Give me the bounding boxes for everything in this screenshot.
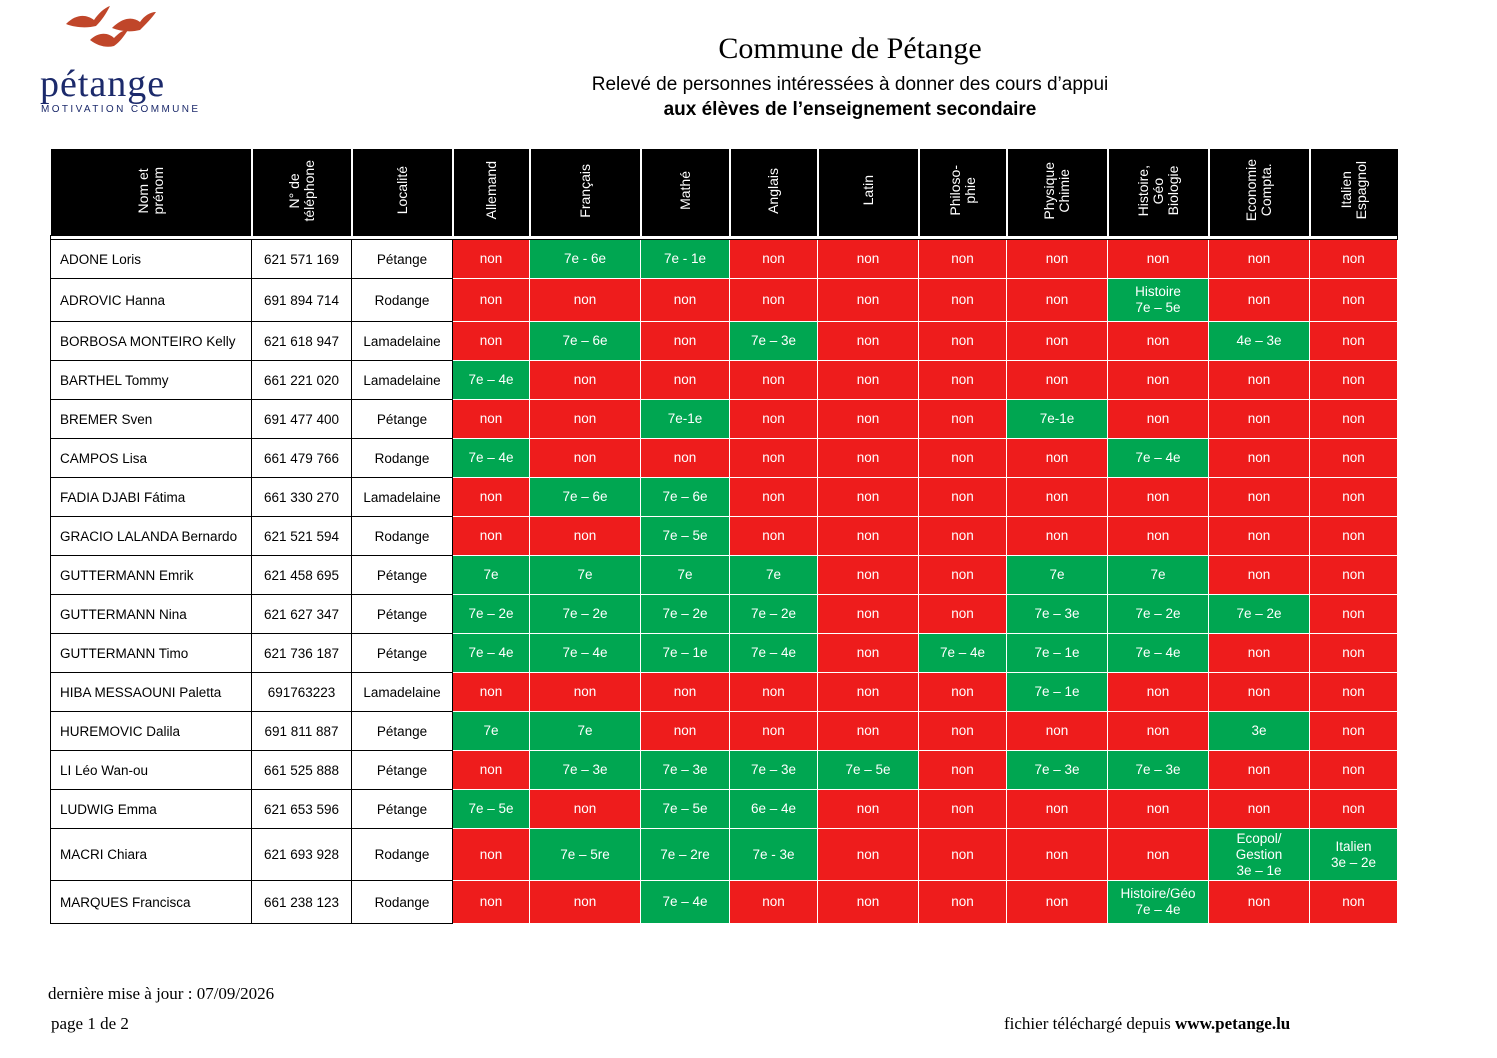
column-header-label: Mathé — [676, 171, 693, 210]
birds-icon — [60, 6, 170, 58]
subject-cell: non — [1007, 712, 1108, 751]
subject-cell: 7e – 2re — [641, 829, 730, 881]
subject-cell: non — [730, 517, 818, 556]
phone-cell: 691 894 714 — [252, 279, 352, 322]
subject-cell: 7e – 1e — [641, 634, 730, 673]
subject-cell: 4e – 3e — [1209, 322, 1310, 361]
subject-cell: non — [1108, 240, 1209, 279]
city-cell: Rodange — [352, 517, 453, 556]
subject-cell: non — [1209, 751, 1310, 790]
subject-cell: non — [1209, 361, 1310, 400]
column-header-label: Anglais — [765, 167, 781, 214]
subject-cell: non — [1007, 790, 1108, 829]
name-cell: GUTTERMANN Emrik — [51, 556, 252, 595]
subject-cell: 7e – 4e — [1108, 634, 1209, 673]
subject-cell: non — [1209, 240, 1310, 279]
phone-cell: 661 238 123 — [252, 881, 352, 924]
subject-cell: 7e – 5e — [818, 751, 919, 790]
subject-cell: 7e-1e — [641, 400, 730, 439]
subject-cell: non — [1209, 517, 1310, 556]
subject-cell: non — [641, 322, 730, 361]
subject-cell: non — [919, 400, 1007, 439]
city-cell: Pétange — [352, 240, 453, 279]
column-header-label: Histoire, Géo Biologie — [1134, 164, 1181, 217]
table-row — [51, 673, 1398, 712]
subject-cell: non — [530, 400, 641, 439]
subject-cell: non — [919, 712, 1007, 751]
subject-cell: non — [818, 240, 919, 279]
subject-cell: non — [1310, 712, 1398, 751]
name-cell: GRACIO LALANDA Bernardo — [51, 517, 252, 556]
column-header-label: Allemand — [482, 161, 499, 220]
subject-cell: non — [1007, 517, 1108, 556]
subject-cell: non — [818, 556, 919, 595]
subject-cell: Italien 3e – 2e — [1310, 829, 1398, 881]
name-cell: BORBOSA MONTEIRO Kelly — [51, 322, 252, 361]
name-cell: GUTTERMANN Timo — [51, 634, 252, 673]
column-header-label: Philoso- phie — [946, 165, 978, 216]
subject-cell: 7e – 2e — [641, 595, 730, 634]
subject-cell: non — [453, 478, 530, 517]
subject-cell: 7e - 1e — [641, 240, 730, 279]
name-cell: BARTHEL Tommy — [51, 361, 252, 400]
page-subtitle-bold: aux élèves de l’enseignement secondaire — [663, 99, 1037, 120]
table-row — [51, 829, 1398, 881]
subject-cell: non — [730, 279, 818, 322]
subject-cell: non — [919, 361, 1007, 400]
table-row — [51, 322, 1398, 361]
subject-cell: non — [919, 478, 1007, 517]
subject-cell: 7e – 6e — [641, 478, 730, 517]
subject-cell: non — [818, 673, 919, 712]
phone-cell: 661 479 766 — [252, 439, 352, 478]
table-row — [51, 517, 1398, 556]
logo-wordmark: pétange — [40, 63, 166, 105]
subject-cell: 7e – 2e — [530, 595, 641, 634]
subject-cell: non — [1310, 790, 1398, 829]
phone-cell: 621 618 947 — [252, 322, 352, 361]
subject-cell: non — [1209, 279, 1310, 322]
city-cell: Pétange — [352, 712, 453, 751]
subject-cell: 7e – 3e — [730, 751, 818, 790]
subject-cell: non — [919, 240, 1007, 279]
name-cell: BREMER Sven — [51, 400, 252, 439]
subject-cell: 7e – 1e — [1007, 634, 1108, 673]
subject-cell: non — [730, 400, 818, 439]
subject-cell: non — [1007, 439, 1108, 478]
subject-cell: non — [1209, 881, 1310, 924]
subject-cell: non — [1108, 400, 1209, 439]
subject-cell: non — [919, 595, 1007, 634]
table-row — [51, 751, 1398, 790]
column-header — [1007, 149, 1108, 236]
phone-cell: 621 571 169 — [252, 240, 352, 279]
subject-cell: non — [1108, 361, 1209, 400]
subject-cell: non — [530, 361, 641, 400]
column-header-label: Economie Compta. — [1243, 159, 1274, 222]
column-header — [51, 149, 252, 236]
subject-cell: non — [919, 556, 1007, 595]
subject-cell: 7e – 3e — [641, 751, 730, 790]
column-header — [352, 149, 453, 236]
subject-cell: non — [1209, 634, 1310, 673]
subject-cell: 7e – 2e — [453, 595, 530, 634]
page-title: Commune de Pétange — [718, 32, 982, 65]
subject-cell: non — [1108, 790, 1209, 829]
table-header-row — [51, 149, 1398, 236]
subject-cell: 7e-1e — [1007, 400, 1108, 439]
subject-cell: 7e - 3e — [730, 829, 818, 881]
subject-cell: non — [530, 517, 641, 556]
subject-cell: Histoire/Géo 7e – 4e — [1108, 881, 1209, 924]
subject-cell: non — [641, 361, 730, 400]
subject-cell: non — [919, 517, 1007, 556]
phone-cell: 661 221 020 — [252, 361, 352, 400]
column-header — [919, 149, 1007, 236]
subject-cell: 7e – 6e — [530, 322, 641, 361]
subject-cell: 7e – 5e — [641, 790, 730, 829]
column-header — [453, 149, 530, 236]
phone-cell: 621 653 596 — [252, 790, 352, 829]
subject-cell: non — [1108, 829, 1209, 881]
subject-cell: 7e – 4e — [730, 634, 818, 673]
subject-cell: non — [530, 790, 641, 829]
subject-cell: non — [641, 439, 730, 478]
subject-cell: non — [1108, 712, 1209, 751]
subject-cell: 7e – 3e — [530, 751, 641, 790]
subject-cell: non — [453, 400, 530, 439]
subject-cell: non — [1007, 322, 1108, 361]
subject-cell: non — [453, 279, 530, 322]
column-header — [1310, 149, 1398, 236]
city-cell: Pétange — [352, 595, 453, 634]
subject-cell: non — [1007, 829, 1108, 881]
city-cell: Rodange — [352, 439, 453, 478]
subject-cell: non — [641, 279, 730, 322]
column-header-label: Nom et prénom — [134, 166, 166, 215]
subject-cell: non — [530, 673, 641, 712]
subject-cell: 7e – 4e — [530, 634, 641, 673]
column-header-label: Français — [576, 163, 593, 218]
subject-cell: 7e – 6e — [530, 478, 641, 517]
subject-cell: non — [818, 478, 919, 517]
subject-cell: 7e – 3e — [1007, 595, 1108, 634]
subject-cell: non — [818, 634, 919, 673]
subject-cell: non — [919, 439, 1007, 478]
city-cell: Lamadelaine — [352, 478, 453, 517]
subject-cell: non — [453, 751, 530, 790]
logo-tagline: MOTIVATION COMMUNE — [41, 104, 201, 115]
city-cell: Pétange — [352, 790, 453, 829]
subject-cell: non — [1209, 673, 1310, 712]
subject-cell: 7e — [641, 556, 730, 595]
table-row — [51, 556, 1398, 595]
subject-cell: non — [453, 673, 530, 712]
subject-cell: non — [453, 517, 530, 556]
table-row — [51, 790, 1398, 829]
subject-cell: non — [1108, 517, 1209, 556]
subject-cell: 7e – 5e — [453, 790, 530, 829]
subject-cell: non — [1310, 517, 1398, 556]
subject-cell: non — [818, 790, 919, 829]
subject-cell: non — [730, 881, 818, 924]
subject-cell: non — [818, 517, 919, 556]
subject-cell: non — [1310, 556, 1398, 595]
subject-cell: non — [1310, 439, 1398, 478]
subject-cell: non — [1310, 400, 1398, 439]
column-header — [1209, 149, 1310, 236]
subject-cell: non — [1209, 478, 1310, 517]
phone-cell: 621 736 187 — [252, 634, 352, 673]
column-header — [730, 149, 818, 236]
subject-cell: non — [730, 673, 818, 712]
name-cell: GUTTERMANN Nina — [51, 595, 252, 634]
subject-cell: non — [453, 240, 530, 279]
subject-cell: non — [641, 673, 730, 712]
subject-cell: non — [730, 712, 818, 751]
city-cell: Rodange — [352, 279, 453, 322]
subject-cell: 7e — [1007, 556, 1108, 595]
name-cell: ADONE Loris — [51, 240, 252, 279]
column-header-label: Physique Chimie — [1041, 161, 1072, 220]
subject-cell: non — [1310, 634, 1398, 673]
subject-cell: non — [453, 829, 530, 881]
table-row — [51, 361, 1398, 400]
subject-cell: non — [1007, 240, 1108, 279]
subject-cell: 7e – 2e — [730, 595, 818, 634]
subject-cell: non — [1209, 400, 1310, 439]
subject-cell: non — [530, 881, 641, 924]
subject-cell: 7e – 4e — [1108, 439, 1209, 478]
table-row — [51, 634, 1398, 673]
subject-cell: 7e — [453, 556, 530, 595]
city-cell: Lamadelaine — [352, 673, 453, 712]
column-header-label: Italien Espagnol — [1338, 161, 1369, 220]
subject-cell: 7e – 3e — [730, 322, 818, 361]
name-cell: LI Léo Wan-ou — [51, 751, 252, 790]
table-row — [51, 595, 1398, 634]
subject-cell: non — [919, 279, 1007, 322]
petange-logo — [38, 6, 228, 116]
phone-cell: 661 525 888 — [252, 751, 352, 790]
subject-cell: non — [818, 595, 919, 634]
subject-cell: non — [1310, 361, 1398, 400]
subject-cell: 7e – 4e — [641, 881, 730, 924]
phone-cell: 621 627 347 — [252, 595, 352, 634]
name-cell: FADIA DJABI Fátima — [51, 478, 252, 517]
subject-cell: non — [1310, 881, 1398, 924]
city-cell: Pétange — [352, 556, 453, 595]
subject-cell: 7e - 6e — [530, 240, 641, 279]
subject-cell: 7e – 4e — [919, 634, 1007, 673]
phone-cell: 691 811 887 — [252, 712, 352, 751]
table-row — [51, 881, 1398, 924]
table-row — [51, 240, 1398, 279]
table-row — [51, 712, 1398, 751]
subject-cell: 7e — [730, 556, 818, 595]
city-cell: Rodange — [352, 829, 453, 881]
subject-cell: non — [730, 361, 818, 400]
column-header-label: Localité — [393, 166, 410, 215]
city-cell: Pétange — [352, 400, 453, 439]
subject-cell: non — [1209, 439, 1310, 478]
subject-cell: non — [818, 400, 919, 439]
subject-cell: non — [530, 439, 641, 478]
subject-cell: 7e – 5re — [530, 829, 641, 881]
phone-cell: 621 693 928 — [252, 829, 352, 881]
subject-cell: non — [1108, 673, 1209, 712]
subject-cell: non — [1310, 478, 1398, 517]
tutor-table — [50, 149, 1398, 924]
phone-cell: 691763223 — [252, 673, 352, 712]
table-row — [51, 439, 1398, 478]
column-header-label: Latin — [859, 175, 876, 206]
subject-cell: 7e — [1108, 556, 1209, 595]
subject-cell: non — [1209, 556, 1310, 595]
column-header — [1108, 149, 1209, 236]
subject-cell: non — [1310, 751, 1398, 790]
source-note — [1004, 1014, 1290, 1034]
city-cell: Lamadelaine — [352, 322, 453, 361]
page-subtitle: Relevé de personnes intéressées à donner des cours d’appui — [591, 74, 1109, 95]
table-row — [51, 400, 1398, 439]
name-cell: MARQUES Francisca — [51, 881, 252, 924]
subject-cell: non — [453, 322, 530, 361]
subject-cell: non — [919, 881, 1007, 924]
name-cell: HUREMOVIC Dalila — [51, 712, 252, 751]
subject-cell: non — [919, 673, 1007, 712]
subject-cell: non — [919, 322, 1007, 361]
subject-cell: 7e – 4e — [453, 361, 530, 400]
name-cell: MACRI Chiara — [51, 829, 252, 881]
subject-cell: non — [1108, 478, 1209, 517]
subject-cell: non — [818, 881, 919, 924]
subject-cell: 7e – 4e — [453, 439, 530, 478]
subject-cell: non — [818, 361, 919, 400]
table-row — [51, 279, 1398, 322]
subject-cell: non — [1310, 595, 1398, 634]
page-number: page 1 de 2 — [51, 1014, 129, 1033]
subject-cell: non — [818, 829, 919, 881]
subject-cell: non — [1007, 361, 1108, 400]
city-cell: Rodange — [352, 881, 453, 924]
subject-cell: non — [730, 439, 818, 478]
table-row — [51, 478, 1398, 517]
name-cell: CAMPOS Lisa — [51, 439, 252, 478]
subject-cell: non — [919, 790, 1007, 829]
subject-cell: non — [1007, 478, 1108, 517]
phone-cell: 661 330 270 — [252, 478, 352, 517]
subject-cell: 7e – 5e — [641, 517, 730, 556]
subject-cell: 7e – 2e — [1108, 595, 1209, 634]
subject-cell: non — [641, 712, 730, 751]
name-cell: HIBA MESSAOUNI Paletta — [51, 673, 252, 712]
phone-cell: 621 521 594 — [252, 517, 352, 556]
subject-cell: 7e – 1e — [1007, 673, 1108, 712]
subject-cell: non — [1310, 673, 1398, 712]
subject-cell: non — [1310, 322, 1398, 361]
subject-cell: non — [919, 829, 1007, 881]
subject-cell: non — [818, 322, 919, 361]
subject-cell: 7e — [530, 712, 641, 751]
name-cell: LUDWIG Emma — [51, 790, 252, 829]
city-cell: Lamadelaine — [352, 361, 453, 400]
subject-cell: non — [919, 751, 1007, 790]
subject-cell: 3e — [1209, 712, 1310, 751]
subject-cell: 7e — [453, 712, 530, 751]
last-update: dernière mise à jour : 07/09/2026 — [48, 984, 275, 1003]
phone-cell: 621 458 695 — [252, 556, 352, 595]
subject-cell: non — [1209, 790, 1310, 829]
subject-cell: 7e – 2e — [1209, 595, 1310, 634]
subject-cell: non — [530, 279, 641, 322]
column-header — [818, 149, 919, 236]
subject-cell: non — [1310, 279, 1398, 322]
city-cell: Pétange — [352, 751, 453, 790]
column-header-label: N° de téléphone — [285, 159, 317, 222]
source-link[interactable]: www.petange.lu — [1175, 1014, 1291, 1033]
subject-cell: Ecopol/ Gestion 3e – 1e — [1209, 829, 1310, 881]
subject-cell: non — [453, 881, 530, 924]
name-cell: ADROVIC Hanna — [51, 279, 252, 322]
subject-cell: non — [730, 478, 818, 517]
subject-cell: Histoire 7e – 5e — [1108, 279, 1209, 322]
source-prefix: fichier téléchargé depuis — [1004, 1014, 1176, 1033]
city-cell: Pétange — [352, 634, 453, 673]
subject-cell: non — [818, 712, 919, 751]
subject-cell: 6e – 4e — [730, 790, 818, 829]
column-header — [530, 149, 641, 236]
column-header — [252, 149, 352, 236]
column-header — [641, 149, 730, 236]
subject-cell: non — [730, 240, 818, 279]
subject-cell: 7e — [530, 556, 641, 595]
subject-cell: non — [1007, 279, 1108, 322]
subject-cell: non — [1007, 881, 1108, 924]
phone-cell: 691 477 400 — [252, 400, 352, 439]
subject-cell: non — [818, 279, 919, 322]
subject-cell: 7e – 3e — [1007, 751, 1108, 790]
subject-cell: 7e – 4e — [453, 634, 530, 673]
subject-cell: non — [1108, 322, 1209, 361]
subject-cell: non — [1310, 240, 1398, 279]
subject-cell: non — [818, 439, 919, 478]
subject-cell: 7e – 3e — [1108, 751, 1209, 790]
